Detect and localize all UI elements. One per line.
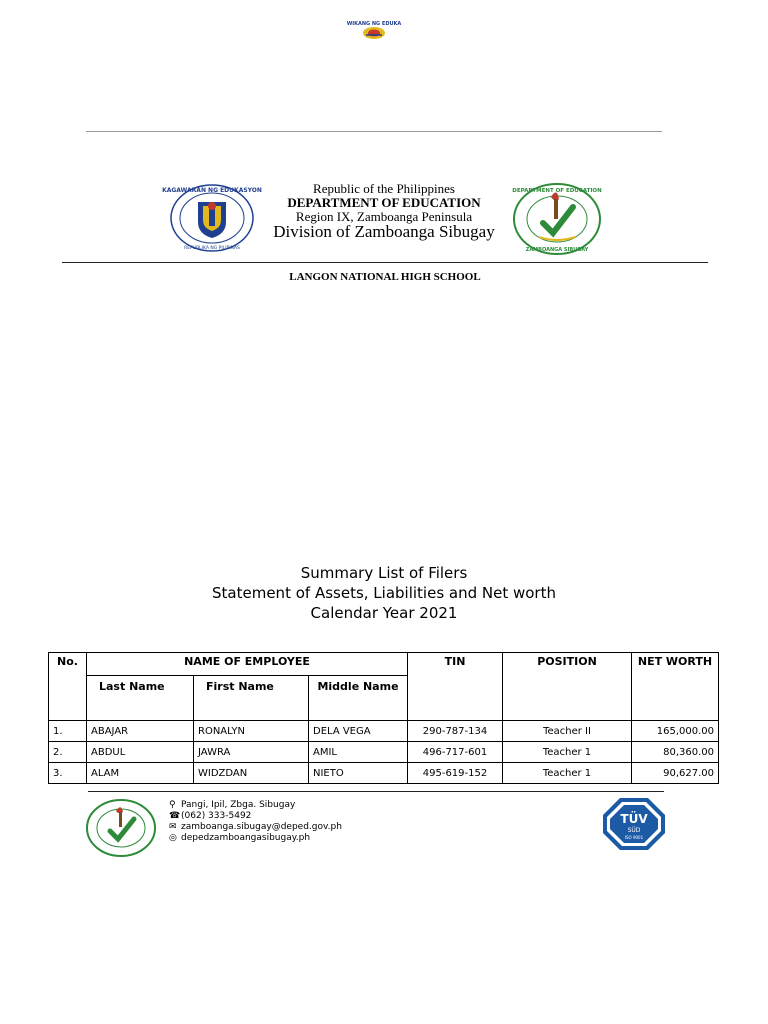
deped-seal-inner-text: REPUBLIKA NG PILIPINAS <box>184 246 240 251</box>
footer-email-text: zamboanga.sibugay@deped.gov.ph <box>181 822 342 832</box>
cell-middle-name: NIETO <box>309 763 408 784</box>
footer-division-seal-logo <box>86 799 156 857</box>
division-seal-logo <box>513 183 601 255</box>
cell-middle-name: DELA VEGA <box>309 721 408 742</box>
footer-divider <box>88 791 664 792</box>
cell-tin: 496-717-601 <box>408 742 503 763</box>
cell-position: Teacher 1 <box>503 742 632 763</box>
footer-address-text: Pangi, Ipil, Zbga. Sibugay <box>181 800 296 810</box>
col-no-header: No. <box>49 653 87 721</box>
deped-seal-logo <box>162 184 262 252</box>
table-row <box>49 721 719 742</box>
col-net-worth-header: NET WORTH <box>632 653 719 721</box>
footer-social <box>169 833 310 843</box>
cell-net-worth: 80,360.00 <box>632 742 719 763</box>
cell-net-worth: 90,627.00 <box>632 763 719 784</box>
header-region: Region IX, Zamboanga Peninsula <box>295 209 473 224</box>
cell-no: 1. <box>49 721 87 742</box>
footer-phone <box>169 811 251 821</box>
cell-no: 3. <box>49 763 87 784</box>
cell-first-name: JAWRA <box>194 742 309 763</box>
cell-tin: 495-619-152 <box>408 763 503 784</box>
tuv-text: TÜV <box>620 812 648 826</box>
col-position-header: POSITION <box>503 653 632 721</box>
title-summary: Summary List of Filers <box>300 564 468 582</box>
cell-position: Teacher II <box>503 721 632 742</box>
title-calendar-year: Calendar Year 2021 <box>310 604 458 622</box>
phone-icon: ☎ <box>169 811 181 821</box>
top-seal-text: WIKANG NG EDUKA <box>346 21 402 27</box>
cell-last-name: ALAM <box>87 763 194 784</box>
header-department: DEPARTMENT OF EDUCATION <box>287 195 481 210</box>
filers-table <box>48 652 719 784</box>
email-icon: ✉ <box>169 822 177 832</box>
cell-first-name: RONALYN <box>194 721 309 742</box>
cell-last-name: ABDUL <box>87 742 194 763</box>
header-republic: Republic of the Philippines <box>313 181 455 196</box>
cell-no: 2. <box>49 742 87 763</box>
division-seal-inner-text: ZAMBOANGA SIBUGAY <box>525 247 589 253</box>
top-divider <box>86 131 662 132</box>
header-divider <box>62 262 708 263</box>
cell-position: Teacher 1 <box>503 763 632 784</box>
col-last-name-header: Last Name <box>87 676 194 721</box>
tuv-iso-text: ISO 9001 <box>624 835 644 840</box>
footer-email <box>169 822 342 832</box>
cell-last-name: ABAJAR <box>87 721 194 742</box>
col-middle-name-header: Middle Name <box>309 676 408 721</box>
tuv-sub-text: SÜD <box>627 827 641 834</box>
col-first-name-header: First Name <box>194 676 309 721</box>
cell-middle-name: AMIL <box>309 742 408 763</box>
footer-social-text: depedzamboangasibugay.ph <box>181 833 311 843</box>
col-name-group-header: NAME OF EMPLOYEE <box>87 653 408 676</box>
location-pin-icon: ⚲ <box>169 800 176 810</box>
table-row <box>49 763 719 784</box>
cell-first-name: WIDZDAN <box>194 763 309 784</box>
cell-net-worth: 165,000.00 <box>632 721 719 742</box>
division-seal-outer-text: DEPARTMENT OF EDUCATION <box>512 188 602 194</box>
globe-icon: ◎ <box>169 833 177 843</box>
cell-tin: 290-787-134 <box>408 721 503 742</box>
tuv-certification-logo <box>602 797 666 851</box>
footer-address <box>169 800 295 810</box>
header-division: Division of Zamboanga Sibugay <box>273 222 495 241</box>
footer-phone-text: (062) 333-5492 <box>181 811 252 821</box>
title-statement: Statement of Assets, Liabilities and Net worth <box>212 584 556 602</box>
table-row <box>49 742 719 763</box>
table-header-row <box>49 653 719 676</box>
deped-seal-outer-text: KAGAWARAN NG EDUKASYON <box>162 187 262 194</box>
top-seal-logo <box>344 19 404 41</box>
school-name: LANGON NATIONAL HIGH SCHOOL <box>289 271 481 283</box>
col-tin-header: TIN <box>408 653 503 721</box>
